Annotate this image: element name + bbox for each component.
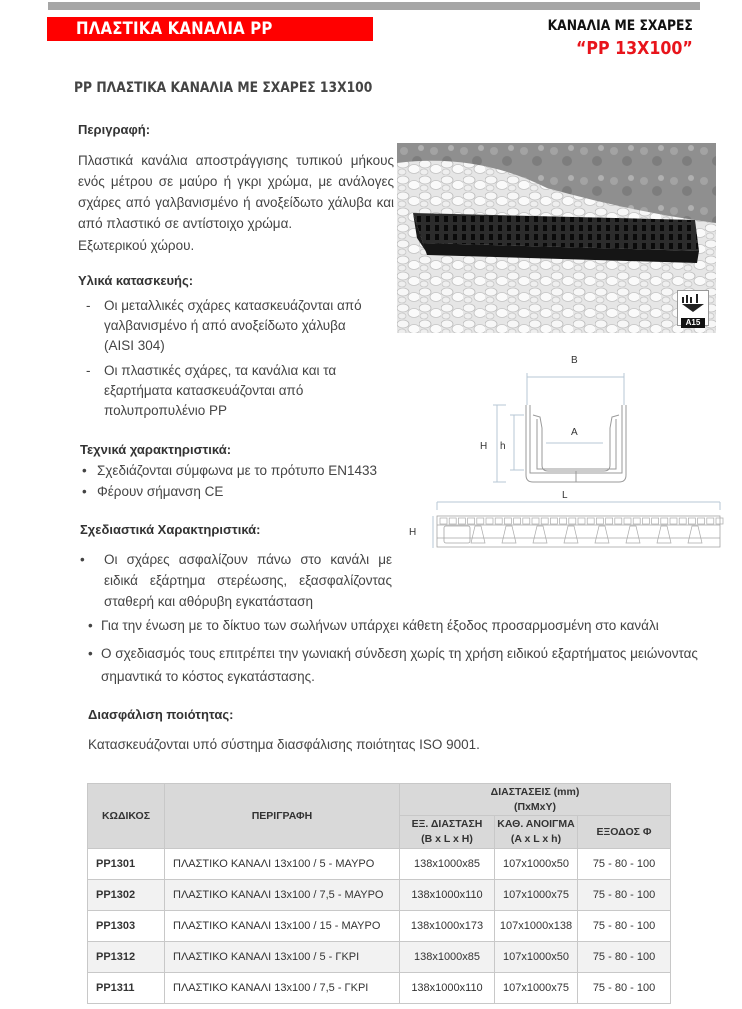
grate-slot: [578, 518, 585, 524]
cell-outlet: 75 - 80 - 100: [578, 942, 671, 973]
cell-description: ΠΛΑΣΤΙΚΟ ΚΑΝΑΛΙ 13x100 / 5 - ΓΚΡΙ: [165, 942, 400, 973]
model-label: “PP 13X100”: [576, 38, 693, 59]
design-item-3: [88, 642, 718, 688]
grate-slot: [514, 518, 521, 524]
table-row: [88, 849, 671, 880]
cell-opening: 107x1000x75: [495, 880, 578, 911]
product-spec-table: [87, 783, 671, 1004]
label-h-outer: H: [480, 441, 488, 452]
side-view-drawing: [437, 516, 720, 547]
grate-slot: [615, 518, 622, 524]
header-outer-title: ΕΞ. ΔΙΑΣΤΑΣΗ: [411, 818, 483, 830]
product-photo: [397, 143, 716, 333]
grate-slot: [688, 518, 695, 524]
list-item: • Σχεδιάζονται σύμφωνα με το πρότυπο EN1433: [80, 460, 390, 481]
header-opening-sub: (A x L x h): [510, 833, 562, 845]
materials-heading: Υλικά κατασκευής:: [78, 273, 194, 288]
table-row: [88, 973, 671, 1004]
cell-code: PP1301: [88, 849, 165, 880]
grate-slot: [486, 518, 493, 524]
label-b: B: [571, 355, 578, 366]
list-item: Οι σχάρες ασφαλίζουν πάνω στο κανάλι με ειδικά εξάρτημα στερέωσης, εξασφαλίζοντας σταθερή και αθόρυβη εγκατάσταση: [104, 552, 392, 609]
page-title: PP ΠΛΑΣΤΙΚΑ ΚΑΝΑΛΙΑ ΜΕ ΣΧΑΡΕΣ 13X100: [74, 80, 373, 96]
header-opening: [495, 816, 578, 849]
cell-opening: 107x1000x138: [495, 911, 578, 942]
table-row: [88, 942, 671, 973]
cell-outlet: 75 - 80 - 100: [578, 973, 671, 1004]
load-class-label: A15: [681, 318, 705, 328]
grate-slot: [569, 518, 576, 524]
support-rib: [626, 526, 640, 543]
grate-slot: [652, 518, 659, 524]
cross-section-drawing: [400, 345, 730, 560]
grate-slot: [670, 518, 677, 524]
header-dimensions-title: ΔΙΑΣΤΑΣΕΙΣ (mm): [490, 785, 580, 798]
support-rib: [502, 526, 516, 543]
load-class-icon: [678, 291, 708, 313]
table-row: [88, 880, 671, 911]
grate-slot: [707, 518, 714, 524]
grate-slot: [458, 518, 465, 524]
list-item: Ο σχεδιασμός τους επιτρέπει την γωνιακή σύνδεση χωρίς τη χρήση ειδικού εξαρτήματος μειώνοντας σημαντικά το κόστος εγκατάστασης.: [101, 646, 698, 684]
quality-text: Κατασκευάζονται υπό σύστημα διασφάλισης ποιότητας ISO 9001.: [88, 737, 480, 752]
grate-slot: [624, 518, 631, 524]
header-outer: [400, 816, 495, 849]
cell-outer: 138x1000x85: [400, 849, 495, 880]
cell-outlet: 75 - 80 - 100: [578, 849, 671, 880]
support-rib: [533, 526, 547, 543]
banner-title: ΠΛΑΣΤΙΚΑ ΚΑΝΑΛΙΑ PP: [76, 19, 273, 39]
cell-description: ΠΛΑΣΤΙΚΟ ΚΑΝΑΛΙ 13x100 / 7,5 - ΜΑΥΡΟ: [165, 880, 400, 911]
label-a: A: [571, 427, 578, 438]
cell-code: PP1312: [88, 942, 165, 973]
grate-slot: [716, 518, 723, 524]
grate-slot: [468, 518, 475, 524]
table-row: [88, 911, 671, 942]
grate-slot: [661, 518, 668, 524]
label-h-inner: h: [500, 441, 506, 452]
technical-list: [80, 460, 390, 502]
cell-outlet: 75 - 80 - 100: [578, 911, 671, 942]
channel-dimension-diagram: [400, 345, 730, 560]
grate-slot: [504, 518, 511, 524]
support-rib: [595, 526, 609, 543]
materials-list: [78, 296, 368, 421]
cell-opening: 107x1000x75: [495, 973, 578, 1004]
description-heading: Περιγραφή:: [78, 122, 151, 137]
cell-code: PP1311: [88, 973, 165, 1004]
support-rib: [688, 526, 702, 543]
grate-slot: [596, 518, 603, 524]
cell-outlet: 75 - 80 - 100: [578, 880, 671, 911]
usage-text: Εξωτερικού χώρου.: [78, 238, 195, 253]
grate-slot: [477, 518, 484, 524]
grate-slot: [560, 518, 567, 524]
list-item: - Οι μεταλλικές σχάρες κατασκευάζονται από γαλβανισμένο ή από ανοξείδωτο χάλυβα (AISI 304): [78, 296, 368, 356]
header-dimensions: [400, 784, 671, 816]
load-class-badge: [677, 290, 709, 326]
grate-slot: [606, 518, 613, 524]
quality-heading: Διασφάλιση ποιότητας:: [88, 707, 234, 722]
list-item: - Οι πλαστικές σχάρες, τα κανάλια και τα εξαρτήματα κατασκευάζονται από πολυπροπυλένιο PP: [78, 361, 368, 421]
label-h-side: H: [409, 527, 417, 538]
cell-description: ΠΛΑΣΤΙΚΟ ΚΑΝΑΛΙ 13x100 / 15 - ΜΑΥΡΟ: [165, 911, 400, 942]
bullet-icon: •: [80, 552, 85, 567]
cell-outer: 138x1000x110: [400, 973, 495, 1004]
grate-slot: [449, 518, 456, 524]
grate-slot: [440, 518, 447, 524]
cell-outer: 138x1000x173: [400, 911, 495, 942]
grate-slot: [587, 518, 594, 524]
header-code: ΚΩΔΙΚΟΣ: [88, 784, 165, 849]
support-rib: [564, 526, 578, 543]
cell-outer: 138x1000x85: [400, 942, 495, 973]
header-opening-title: ΚΑΘ. ΑΝΟΙΓΜΑ: [497, 818, 575, 830]
description-paragraph: Πλαστικά κανάλια αποστράγγισης τυπικού μήκους ενός μέτρου σε μαύρο ή γκρι χρώμα, με ανάλογες σχάρες από γαλβανισμένο ή ανοξείδωτο χάλυβα και από πλαστικό σε αντίστοιχο χρώμα.: [78, 153, 394, 231]
product-line-banner: [47, 17, 373, 41]
list-item: Για την ένωση με το δίκτυο των σωλήνων υπάρχει κάθετη έξοδος προσαρμοσμένη στο κανάλι: [101, 618, 659, 633]
product-photo-image: [397, 143, 716, 333]
grate-slot: [541, 518, 548, 524]
cell-opening: 107x1000x50: [495, 849, 578, 880]
cell-description: ΠΛΑΣΤΙΚΟ ΚΑΝΑΛΙ 13x100 / 7,5 - ΓΚΡΙ: [165, 973, 400, 1004]
cell-outer: 138x1000x110: [400, 880, 495, 911]
category-label: ΚΑΝΑΛΙΑ ΜΕ ΣΧΑΡΕΣ: [547, 18, 693, 34]
grate-slot: [633, 518, 640, 524]
grate-slot: [642, 518, 649, 524]
side-view-ribs: [440, 518, 723, 543]
header-description: ΠΕΡΙΓΡΑΦΗ: [165, 784, 400, 849]
header-dimensions-sub: (ΠxΜxΥ): [513, 800, 556, 813]
cell-opening: 107x1000x50: [495, 942, 578, 973]
support-rib: [471, 526, 485, 543]
technical-heading: Τεχνικά χαρακτηριστικά:: [80, 442, 232, 457]
grate-slot: [698, 518, 705, 524]
label-l: L: [562, 490, 568, 501]
bullet-icon: •: [88, 618, 93, 633]
grate-slot: [495, 518, 502, 524]
design-heading: Σχεδιαστικά Χαρακτηριστικά:: [80, 522, 261, 537]
cell-code: PP1302: [88, 880, 165, 911]
top-divider-bar: [48, 2, 700, 10]
grate-slot: [523, 518, 530, 524]
header-outer-sub: (B x L x H): [421, 833, 473, 845]
cell-code: PP1303: [88, 911, 165, 942]
support-rib: [657, 526, 671, 543]
grate-slot: [532, 518, 539, 524]
grate-slot: [550, 518, 557, 524]
bullet-icon: •: [88, 646, 93, 661]
grate-slot: [679, 518, 686, 524]
design-item-1: [80, 549, 392, 612]
cell-description: ΠΛΑΣΤΙΚΟ ΚΑΝΑΛΙ 13x100 / 5 - ΜΑΥΡΟ: [165, 849, 400, 880]
design-item-2: [88, 615, 728, 636]
list-item: • Φέρουν σήμανση CE: [80, 481, 390, 502]
header-outlet: ΕΞΟΔΟΣ Φ: [578, 816, 671, 849]
